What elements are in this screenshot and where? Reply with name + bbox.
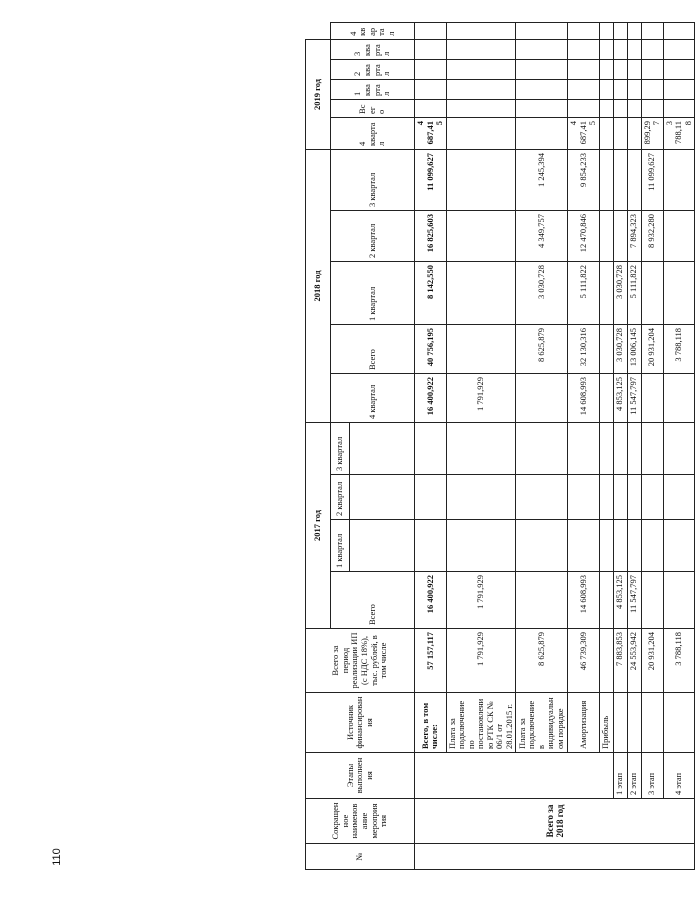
value-cell: 13 006,145 xyxy=(627,324,641,373)
row-num xyxy=(415,844,695,870)
value-cell xyxy=(613,23,627,40)
value-cell xyxy=(516,59,568,79)
source-cell xyxy=(663,693,695,753)
value-cell: 40 756,195 xyxy=(415,324,447,373)
stage-label: 1 этап xyxy=(613,753,627,799)
value-cell xyxy=(516,475,568,520)
header-2018-total: Всего xyxy=(331,324,415,373)
value-cell: 5 111,822 xyxy=(568,261,600,324)
value-cell xyxy=(641,59,663,79)
header-2018-q4: 4 квартал xyxy=(331,117,415,149)
value-cell xyxy=(415,59,447,79)
value-cell xyxy=(446,23,516,40)
value-cell xyxy=(568,39,600,59)
value-cell: 11 099,627 xyxy=(415,149,447,210)
value-cell: 7 894,323 xyxy=(627,210,641,261)
table-row xyxy=(641,23,663,870)
value-cell xyxy=(415,422,447,474)
value-cell xyxy=(446,117,516,149)
source-label: Плата за подключение в индивидуальном порядке xyxy=(516,693,568,753)
table-row xyxy=(415,23,447,870)
value-cell xyxy=(663,373,695,422)
value-cell xyxy=(446,422,516,474)
value-cell xyxy=(415,99,447,117)
header-2017-q2: 2 квартал xyxy=(331,475,350,520)
value-cell xyxy=(613,210,627,261)
header-2017-q4: 4 квартал xyxy=(331,373,415,422)
value-cell xyxy=(446,149,516,210)
value-cell xyxy=(627,79,641,99)
header-year-2019: 2019 год xyxy=(306,39,331,149)
table-row xyxy=(599,23,613,870)
value-cell xyxy=(627,117,641,149)
value-cell: 899,297 xyxy=(641,117,663,149)
header-2019-q2: 2 квартал xyxy=(331,59,415,79)
value-cell xyxy=(516,422,568,474)
value-cell xyxy=(415,520,447,572)
value-cell: 16 825,603 xyxy=(415,210,447,261)
value-cell xyxy=(663,99,695,117)
value-cell: 7 883,853 xyxy=(613,629,627,693)
stage-label: 2 этап xyxy=(627,753,641,799)
value-cell: 16 400,922 xyxy=(415,373,447,422)
value-cell xyxy=(568,79,600,99)
value-cell xyxy=(663,422,695,474)
value-cell xyxy=(641,261,663,324)
value-cell: 4 853,125 xyxy=(613,373,627,422)
value-cell: 16 400,922 xyxy=(415,572,447,629)
header-num: № xyxy=(306,844,415,870)
value-cell xyxy=(663,520,695,572)
value-cell xyxy=(627,59,641,79)
value-cell xyxy=(568,475,600,520)
value-cell: 46 739,309 xyxy=(568,629,600,693)
value-cell: 8 142,550 xyxy=(415,261,447,324)
value-cell xyxy=(627,23,641,40)
value-cell: 3 788,118 xyxy=(663,117,695,149)
value-cell: 14 608,993 xyxy=(568,572,600,629)
value-cell: 8 625,879 xyxy=(516,324,568,373)
value-cell xyxy=(663,210,695,261)
value-cell xyxy=(627,99,641,117)
value-cell: 32 130,316 xyxy=(568,324,600,373)
table-row xyxy=(613,23,627,870)
source-cell xyxy=(627,693,641,753)
value-cell: 1 791,929 xyxy=(446,572,516,629)
value-cell xyxy=(446,520,516,572)
value-cell: 4 687,415 xyxy=(415,117,447,149)
value-cell: 20 931,204 xyxy=(641,629,663,693)
header-spacer xyxy=(350,475,415,520)
value-cell xyxy=(516,117,568,149)
value-cell xyxy=(415,23,447,40)
value-cell xyxy=(446,39,516,59)
header-year-2018: 2018 год xyxy=(306,149,331,422)
value-cell: 1 791,929 xyxy=(446,629,516,693)
value-cell xyxy=(516,520,568,572)
value-cell: 9 854,233 xyxy=(568,149,600,210)
header-spacer xyxy=(350,422,415,474)
total-label: Всего за 2018 год xyxy=(415,799,695,844)
value-cell xyxy=(627,39,641,59)
value-cell xyxy=(599,39,613,59)
rotated-table-container xyxy=(305,22,693,870)
source-label: Прибыль xyxy=(599,693,613,753)
value-cell xyxy=(599,210,613,261)
value-cell xyxy=(516,79,568,99)
value-cell xyxy=(516,99,568,117)
value-cell xyxy=(599,117,613,149)
source-label: Плата за подключение по постановлению РТК СК № 06/1 от 28.01.2015 г. xyxy=(446,693,516,753)
value-cell xyxy=(641,520,663,572)
value-cell xyxy=(613,117,627,149)
value-cell: 8 625,879 xyxy=(516,629,568,693)
table-row xyxy=(627,23,641,870)
value-cell xyxy=(599,324,613,373)
header-2017-q3: 3 квартал xyxy=(331,422,350,474)
value-cell xyxy=(599,629,613,693)
value-cell: 3 030,728 xyxy=(613,324,627,373)
value-cell xyxy=(568,422,600,474)
value-cell xyxy=(641,39,663,59)
value-cell xyxy=(446,59,516,79)
value-cell: 3 788,118 xyxy=(663,629,695,693)
value-cell xyxy=(641,79,663,99)
value-cell: 11 099,627 xyxy=(641,149,663,210)
value-cell: 11 547,797 xyxy=(627,572,641,629)
value-cell xyxy=(613,475,627,520)
value-cell: 14 608,993 xyxy=(568,373,600,422)
value-cell xyxy=(446,210,516,261)
header-2018-q3: 3 квартал xyxy=(331,149,415,210)
value-cell xyxy=(568,520,600,572)
value-cell xyxy=(663,475,695,520)
page-number: 110 xyxy=(51,848,63,866)
value-cell: 8 932,280 xyxy=(641,210,663,261)
value-cell: 5 111,822 xyxy=(627,261,641,324)
value-cell xyxy=(516,23,568,40)
value-cell xyxy=(446,99,516,117)
value-cell xyxy=(599,149,613,210)
value-cell xyxy=(599,475,613,520)
header-2017-total: Всего xyxy=(331,572,415,629)
value-cell xyxy=(599,422,613,474)
value-cell xyxy=(599,99,613,117)
stage-label: 4 этап xyxy=(663,753,695,799)
value-cell: 4 349,757 xyxy=(516,210,568,261)
value-cell xyxy=(599,520,613,572)
value-cell xyxy=(599,373,613,422)
value-cell xyxy=(641,422,663,474)
value-cell xyxy=(613,39,627,59)
value-cell: 4 687,415 xyxy=(568,117,600,149)
value-cell xyxy=(415,79,447,99)
stage-label: 3 этап xyxy=(641,753,663,799)
value-cell xyxy=(415,39,447,59)
value-cell xyxy=(663,59,695,79)
value-cell xyxy=(663,39,695,59)
header-2018-q1: 1 квартал xyxy=(331,261,415,324)
value-cell xyxy=(446,475,516,520)
value-cell: 3 030,728 xyxy=(613,261,627,324)
value-cell xyxy=(627,149,641,210)
table-row xyxy=(663,23,695,870)
value-cell xyxy=(663,149,695,210)
value-cell xyxy=(568,59,600,79)
value-cell xyxy=(613,520,627,572)
stage-cell xyxy=(415,753,614,799)
header-total-period: Всего за период реализации ИП (с НДС 18%), тыс. рублей, в том числе xyxy=(306,629,415,693)
header-year-2017: 2017 год xyxy=(306,422,331,628)
table-row xyxy=(568,23,600,870)
financing-table xyxy=(305,22,695,870)
value-cell xyxy=(516,373,568,422)
value-cell: 1 245,394 xyxy=(516,149,568,210)
value-cell xyxy=(599,572,613,629)
value-cell xyxy=(613,422,627,474)
table-row xyxy=(516,23,568,870)
header-2019-q4: 4 квартал xyxy=(331,23,415,40)
header-spacer xyxy=(350,520,415,572)
value-cell xyxy=(599,261,613,324)
value-cell xyxy=(641,373,663,422)
header-stages: Этапы выполнения xyxy=(306,753,415,799)
value-cell xyxy=(568,23,600,40)
table-row xyxy=(446,23,516,870)
value-cell xyxy=(627,422,641,474)
value-cell xyxy=(663,261,695,324)
value-cell: 57 157,117 xyxy=(415,629,447,693)
value-cell xyxy=(641,475,663,520)
value-cell xyxy=(415,475,447,520)
header-2019-q3: 3 квартал xyxy=(331,39,415,59)
value-cell xyxy=(613,149,627,210)
value-cell xyxy=(446,324,516,373)
value-cell: 24 553,942 xyxy=(627,629,641,693)
value-cell xyxy=(641,23,663,40)
header-2019-q1: 1 квартал xyxy=(331,79,415,99)
value-cell xyxy=(599,79,613,99)
source-cell xyxy=(613,693,627,753)
value-cell: 4 853,125 xyxy=(613,572,627,629)
source-label: Амортизация xyxy=(568,693,600,753)
value-cell xyxy=(516,572,568,629)
value-cell xyxy=(446,261,516,324)
header-2018-q2: 2 квартал xyxy=(331,210,415,261)
value-cell xyxy=(613,99,627,117)
value-cell xyxy=(627,520,641,572)
header-sources: Источник финансирования xyxy=(306,693,415,753)
value-cell xyxy=(641,99,663,117)
header-2019-total: Всего xyxy=(331,99,415,117)
value-cell xyxy=(641,572,663,629)
value-cell: 11 547,797 xyxy=(627,373,641,422)
value-cell xyxy=(663,572,695,629)
source-cell xyxy=(641,693,663,753)
value-cell xyxy=(516,39,568,59)
value-cell xyxy=(663,23,695,40)
header-2017-q1: 1 квартал xyxy=(331,520,350,572)
header-name: Сокращенное наименование мероприятия xyxy=(306,799,415,844)
source-label: Всего, в том числе: xyxy=(415,693,447,753)
value-cell: 3 788,118 xyxy=(663,324,695,373)
value-cell xyxy=(568,99,600,117)
value-cell xyxy=(613,59,627,79)
value-cell: 3 030,728 xyxy=(516,261,568,324)
value-cell: 1 791,929 xyxy=(446,373,516,422)
value-cell xyxy=(663,79,695,99)
value-cell xyxy=(599,23,613,40)
value-cell xyxy=(613,79,627,99)
value-cell xyxy=(627,475,641,520)
value-cell xyxy=(599,59,613,79)
value-cell xyxy=(446,79,516,99)
value-cell: 20 931,204 xyxy=(641,324,663,373)
header-row-years xyxy=(306,23,331,870)
value-cell: 12 470,846 xyxy=(568,210,600,261)
